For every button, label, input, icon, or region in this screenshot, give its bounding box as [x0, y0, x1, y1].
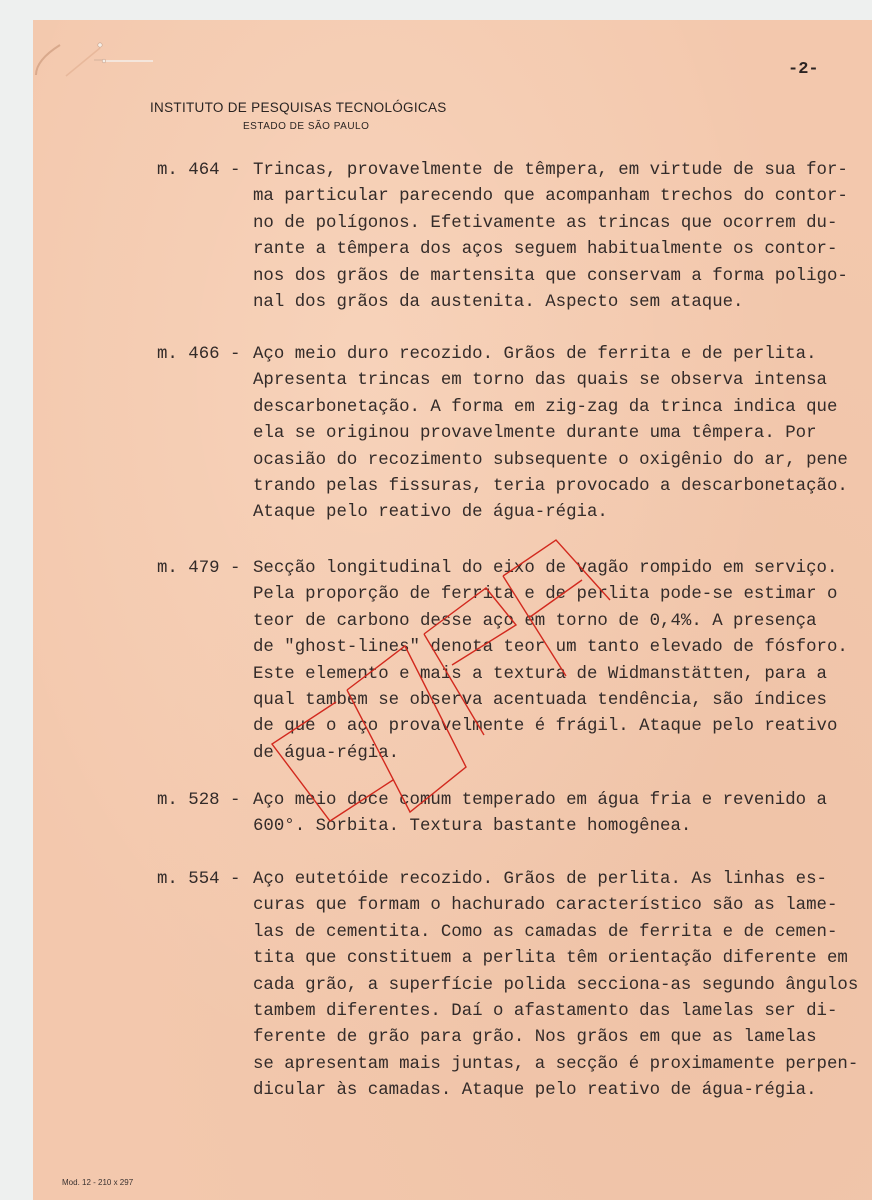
entry-label: m. 554 - [157, 870, 241, 889]
entry-line: qual tambem se observa acentuada tendência, são índices [253, 690, 827, 710]
entry-label: m. 466 - [157, 345, 241, 364]
entry-label: m. 479 - [157, 559, 241, 578]
entry-text [253, 556, 848, 767]
entry-line: de "ghost-lines" denota teor um tanto elevado de fósforo. [253, 638, 848, 658]
institution-state: ESTADO DE SÃO PAULO [243, 121, 370, 132]
entry-line: Ataque pelo reativo de água-régia. [253, 503, 608, 523]
entry-line: Aço eutetóide recozido. Grãos de perlita. As linhas es- [253, 870, 827, 889]
entry-line: curas que formam o hachurado característico são as lame- [253, 896, 838, 916]
entry-line: Secção longitudinal do eixo de vagão rompido em serviço. [253, 559, 838, 578]
entry-line: descarbonetação. A forma em zig-zag da trinca indica que [253, 397, 838, 417]
entry-line: Pela proporção de ferrita e de perlita pode-se estimar o [253, 585, 838, 605]
entry-line: nos dos grãos de martensita que conservam a forma poligo- [253, 266, 848, 286]
entry-line: no de polígonos. Efetivamente as trincas que ocorrem du- [253, 213, 838, 233]
entry-line: de água-régia. [253, 743, 400, 763]
entry-line: cada grão, a superfície polida secciona-as segundo ângulos [253, 975, 859, 995]
entry-line: de que o aço provavelmente é frágil. Ataque pelo reativo [253, 717, 838, 737]
entry-line: ocasião do recozimento subsequente o oxigênio do ar, pene [253, 450, 848, 470]
entry-line: Apresenta trincas em torno das quais se observa intensa [253, 371, 827, 391]
form-code: Mod. 12 - 210 x 297 [62, 1178, 134, 1187]
entry-label: m. 464 - [157, 161, 241, 180]
entry-line: teor de carbono desse aço em torno de 0,4%. A presença [253, 611, 817, 631]
entry-line: dicular às camadas. Ataque pelo reativo de água-régia. [253, 1081, 817, 1101]
entry-line: tambem diferentes. Daí o afastamento das lamelas ser di- [253, 1001, 838, 1021]
entry-label: m. 528 - [157, 791, 241, 810]
entry-line: tita que constituem a perlita têm orientação diferente em [253, 949, 848, 969]
entry-line: ela se originou provavelmente durante uma têmpera. Por [253, 424, 817, 444]
entry-line: 600°. Sorbita. Textura bastante homogênea. [253, 817, 692, 837]
entry-line: las de cementita. Como as camadas de ferrita e de cemen- [253, 922, 838, 942]
torn-top-edge [33, 0, 872, 20]
entry-line: Este elemento e mais a textura de Widmanstätten, para a [253, 664, 827, 684]
entry-text [253, 788, 827, 841]
entry-text [253, 342, 848, 527]
entry-line: ma particular parecendo que acompanham trechos do contor- [253, 187, 848, 207]
institution-name: INSTITUTO DE PESQUISAS TECNOLÓGICAS [150, 100, 447, 115]
entry-line: trando pelas fissuras, teria provocado a descarbonetação. [253, 476, 848, 496]
entry-line: Trincas, provavelmente de têmpera, em virtude de sua for- [253, 161, 848, 180]
entry-line: Aço meio duro recozido. Grãos de ferrita e de perlita. [253, 345, 817, 364]
page-number: -2- [788, 60, 819, 79]
entry-line: Aço meio doce comum temperado em água fria e revenido a [253, 791, 827, 810]
entry-text [253, 158, 848, 316]
entry-line: ferente de grão para grão. Nos grãos em que as lamelas [253, 1028, 817, 1048]
entry-text [253, 867, 858, 1105]
entry-line: nal dos grãos da austenita. Aspecto sem ataque. [253, 292, 744, 312]
entry-line: rante a têmpera dos aços seguem habitualmente os contor- [253, 240, 838, 260]
entry-line: se apresentam mais juntas, a secção é proximamente perpen- [253, 1054, 859, 1074]
